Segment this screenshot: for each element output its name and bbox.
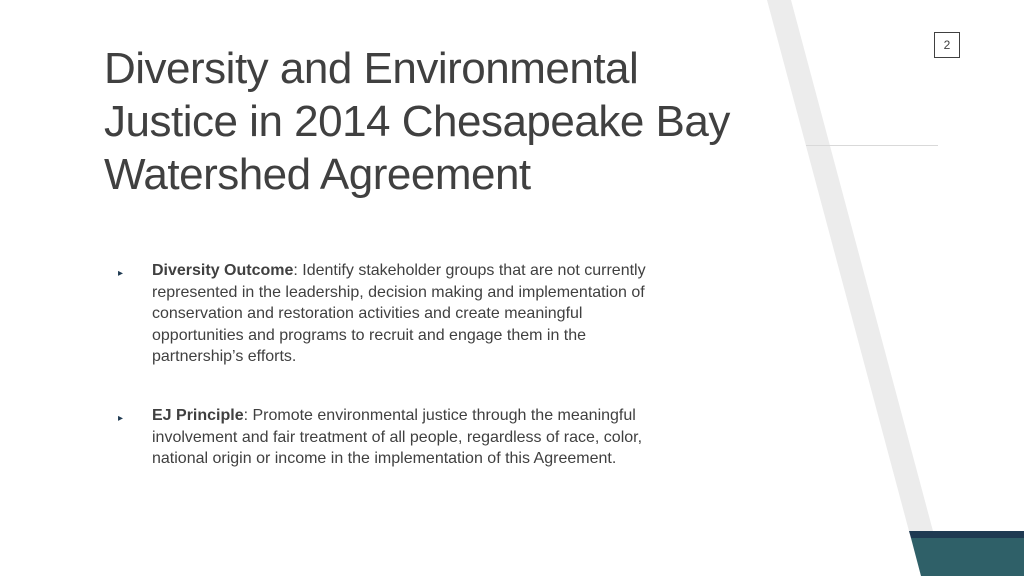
bullet-text: : Promote environmental justice through the meaningful involvement and fair treatment of all people, regardless of race, color, national origin or income in the implementation of this Agreement. — [152, 406, 643, 468]
bullet-arrow-icon: ▸ — [118, 412, 124, 424]
bullet-ej-principle — [118, 405, 678, 470]
bullet-list — [118, 260, 678, 507]
bullet-term: Diversity Outcome — [152, 262, 294, 279]
bullet-arrow-icon: ▸ — [118, 268, 124, 279]
corner-accent-dark — [909, 531, 1024, 538]
diagonal-stripe — [767, 0, 945, 576]
bullet-diversity-outcome — [118, 260, 678, 368]
page-number: 2 — [934, 32, 960, 58]
corner-accent-teal — [911, 538, 1024, 576]
bullet-term: EJ Principle — [152, 406, 244, 424]
bullet-text: : Identify stakeholder groups that are not currently represented in the leadership, decision making and implementation of conservation and restoration activities and create meaningful opportunities and programs to recruit and engage them in the partnership’s efforts. — [152, 262, 646, 366]
slide-title: Diversity and Environmental Justice in 2014 Chesapeake Bay Watershed Agreement — [104, 44, 730, 199]
